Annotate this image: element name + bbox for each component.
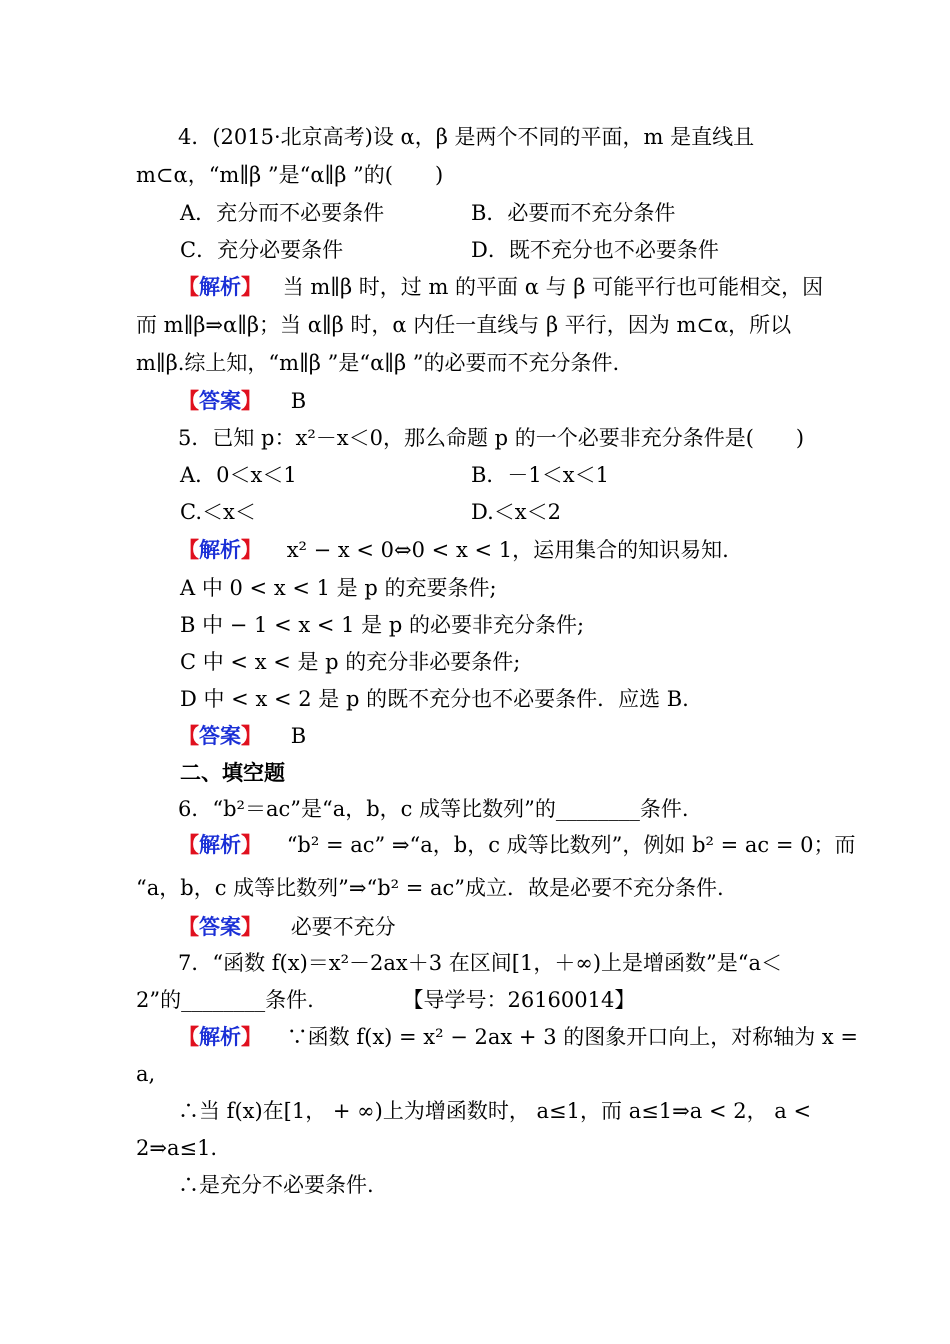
q4-option-d: D．既不充分也不必要条件	[471, 238, 719, 262]
q7-stem-line2	[136, 985, 635, 1015]
q4-stem-line2: m⊂α，“m∥β ”是“α∥β ”的( )	[136, 163, 444, 187]
section-heading: 二、填空题	[180, 761, 285, 785]
q6-analysis-line2: “a，b，c 成等比数列”⇒“b² = ac”成立．故是必要不充分条件.	[136, 876, 724, 900]
q5-option-c: C.＜x＜	[180, 500, 256, 524]
answer-tag: 答案	[199, 389, 241, 413]
bracket-open: 【	[178, 723, 199, 748]
q7-analysis-line2: ∴当 f(x)在[1， + ∞)上为增函数时， a≤1，而 a≤1⇒a < 2， a <	[178, 1099, 812, 1123]
q5-answer-line	[178, 721, 306, 751]
q4-analysis-text1: 当 m∥β 时，过 m 的平面 α 与 β 可能平行也可能相交，因	[282, 275, 824, 299]
q4-option-b: B．必要而不充分条件	[471, 201, 676, 225]
answer-tag: 答案	[199, 724, 241, 748]
q4-analysis-line1	[178, 272, 823, 302]
analysis-tag: 解析	[199, 275, 241, 299]
analysis-tag: 解析	[199, 538, 241, 562]
q7-analysis-line1	[178, 1022, 858, 1052]
q4-answer: B	[290, 389, 307, 413]
q7-stem-line1: 7．“函数 f(x)＝x²－2ax＋3 在区间[1，＋∞)上是增函数”是“a＜	[178, 951, 783, 975]
q5-analysis-line2: A 中 0 < x < 1 是 p 的充要条件;	[180, 576, 497, 600]
bracket-close: 】	[241, 274, 262, 299]
analysis-tag: 解析	[199, 1025, 241, 1049]
q7-stem-line2-text: 2”的________条件.	[136, 988, 314, 1012]
q4-analysis-line2: 而 m∥β⇒α∥β；当 α∥β 时，α 内任一直线与 β 平行，因为 m⊂α，所以	[136, 313, 792, 337]
bracket-open: 【	[178, 1024, 199, 1049]
q5-option-a: A．0＜x＜1	[180, 463, 297, 487]
q6-analysis-line1	[178, 830, 855, 860]
q7-analysis-line4: ∴是充分不必要条件.	[178, 1173, 374, 1197]
bracket-open: 【	[178, 274, 199, 299]
bracket-close: 】	[241, 1024, 262, 1049]
q4-analysis-line3: m∥β.综上知，“m∥β ”是“α∥β ”的必要而不充分条件.	[136, 351, 620, 375]
bracket-open: 【	[178, 537, 199, 562]
answer-tag: 答案	[199, 915, 241, 939]
q4-stem-line1: 4．(2015·北京高考)设 α，β 是两个不同的平面，m 是直线且	[178, 125, 755, 149]
q7-analysis-line1b: a,	[136, 1062, 156, 1086]
q6-answer-line	[178, 912, 396, 942]
q4-answer-line	[178, 386, 306, 416]
q5-analysis-line5: D 中 < x < 2 是 p 的既不充分也不必要条件．应选 B.	[180, 687, 689, 711]
bracket-open: 【	[178, 832, 199, 857]
bracket-close: 】	[241, 914, 262, 939]
q5-analysis-text1: x² − x < 0⇔0 < x < 1，运用集合的知识易知.	[286, 538, 729, 562]
q4-option-a: A．充分而不必要条件	[180, 201, 385, 225]
q6-analysis-text1: “b² = ac” ⇒“a，b，c 成等比数列”，例如 b² = ac = 0；而	[286, 833, 856, 857]
q5-stem-line1: 5．已知 p：x²－x＜0，那么命题 p 的一个必要非充分条件是( )	[178, 426, 805, 450]
q6-stem-line1: 6．“b²＝ac”是“a，b，c 成等比数列”的________条件.	[178, 797, 689, 821]
q5-option-b: B．－1＜x＜1	[471, 463, 609, 487]
bracket-close: 】	[241, 723, 262, 748]
bracket-close: 】	[241, 388, 262, 413]
analysis-tag: 解析	[199, 833, 241, 857]
q6-answer: 必要不充分	[290, 915, 396, 939]
q5-answer: B	[290, 724, 307, 748]
q5-option-d: D.＜x＜2	[471, 500, 561, 524]
bracket-close: 】	[241, 537, 262, 562]
q5-analysis-line3: B 中 − 1 < x < 1 是 p 的必要非充分条件;	[180, 613, 585, 637]
q4-option-c: C．充分必要条件	[180, 238, 344, 262]
guide-number: 【导学号：26160014】	[402, 988, 636, 1012]
q7-analysis-line3: 2⇒a≤1.	[136, 1136, 218, 1160]
q7-analysis-text1: ∵函数 f(x) = x² − 2ax + 3 的图象开口向上，对称轴为 x =	[286, 1025, 859, 1049]
bracket-open: 【	[178, 388, 199, 413]
bracket-close: 】	[241, 832, 262, 857]
bracket-open: 【	[178, 914, 199, 939]
q5-analysis-line1	[178, 535, 729, 565]
q5-analysis-line4: C 中 < x < 是 p 的充分非必要条件;	[180, 650, 521, 674]
